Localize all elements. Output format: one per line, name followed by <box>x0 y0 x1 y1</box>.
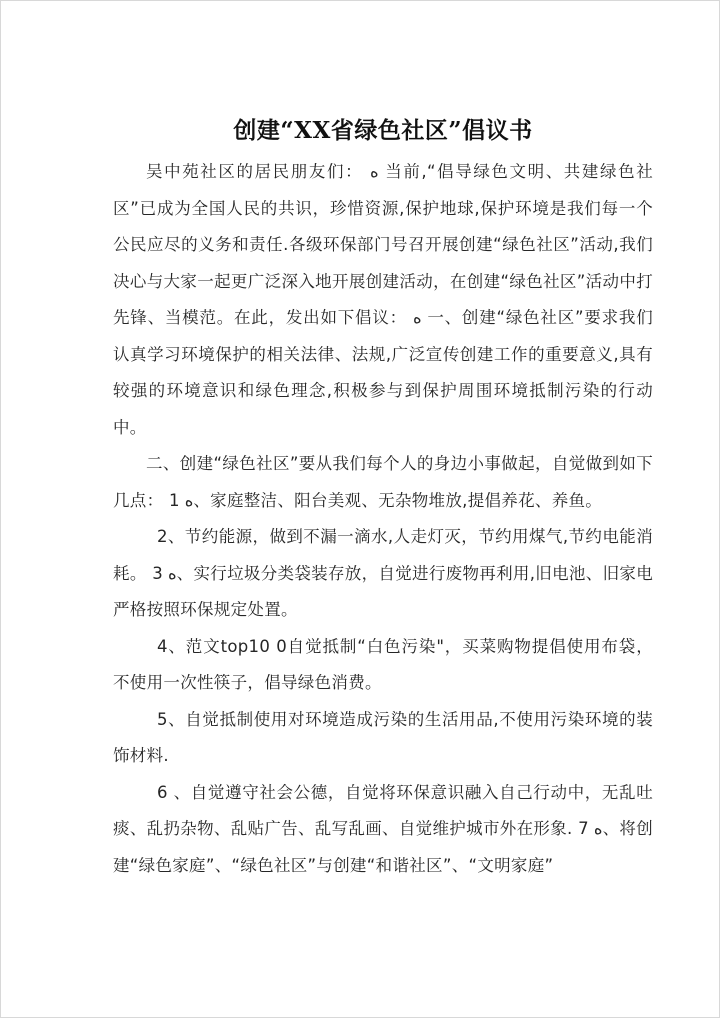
paragraph-social-ethics: 6 、自觉遵守社会公德，自觉将环保意识融入自己行动中，无乱吐痰、乱扔杂物、乱贴广告、乱写乱画、自觉维护城市外在形象. ﻩ 7、将创建“绿色家庭”、“绿色社区”与创建“和谐社区”、“文明家庭” <box>113 782 653 875</box>
paragraph-energy: 2、节约能源，做到不漏一滴水,人走灯灭，节约用煤气,节约电能消耗。 ﻩ 3、实行垃圾分类袋装存放，自觉进行废物再利用,旧电池、旧家电严格按照环保规定处置。 <box>113 527 653 619</box>
paragraph-item-2: 二、创建“绿色社区”要从我们每个人的身边小事做起，自觉做到如下几点： ﻩ 1、家庭整洁、阳台美观、无杂物堆放,提倡养花、养鱼。 <box>113 454 653 510</box>
document-title: 创建“XX省绿色社区”倡议书 <box>233 117 533 144</box>
paragraph-products: 5、自觉抵制使用对环境造成污染的生活用品,不使用污染环境的装饰材料. <box>113 709 653 765</box>
document-body <box>113 114 653 884</box>
paragraph-white-pollution: 4、范文top10 0自觉抵制“白色污染"，买菜购物提倡使用布袋，不使用一次性筷子，倡导绿色消费。 <box>113 636 653 692</box>
paragraph-intro: 吴中苑社区的居民朋友们： ﻩ 当前,“倡导绿色文明、共建绿色社区”已成为全国人民的共识，珍惜资源,保护地球,保护环境是我们每一个公民应尽的义务和责任.各级环保部门号召开展创建“绿色社区”活动,我们决心与大家一起更广泛深入地开展创建活动，在创建“绿色社区”活动中打先锋、当模范。在此，发出如下倡议： ﻩ 一、创建“绿色社区”要求我们认真学习环境保护的相关法律、法规,广泛宣传创建工作的重要意义,具有较强的环境意识和绿色理念,积极参与到保护周围环境抵制污染的行动中。 <box>113 162 653 437</box>
